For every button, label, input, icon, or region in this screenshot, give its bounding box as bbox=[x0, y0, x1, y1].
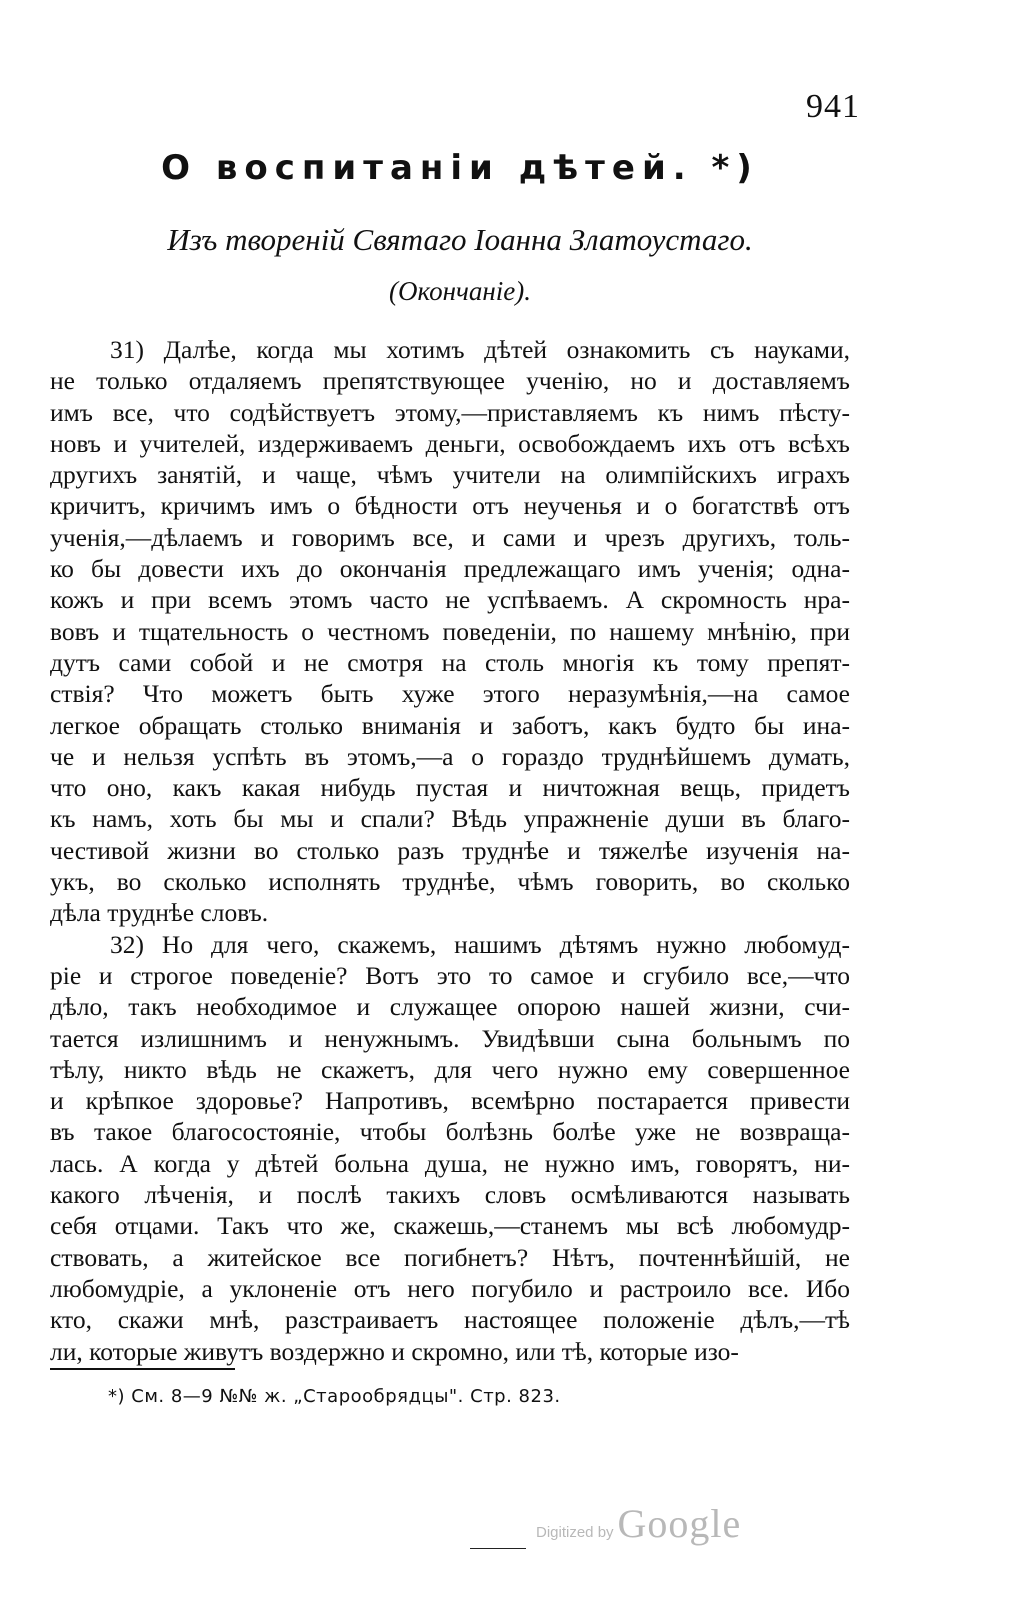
text-line: дѣла труднѣе словъ. bbox=[50, 898, 269, 928]
text-line: ко бы довести ихъ до окончанія предлежащаго имъ ученія; одна- bbox=[50, 554, 850, 584]
page-number: 941 bbox=[806, 88, 860, 125]
digitized-watermark bbox=[536, 1500, 741, 1547]
text-line: ли, которые живутъ воздержно и скромно, или тѣ, которые изо- bbox=[50, 1336, 739, 1366]
article-title: О воспитаніи дѣтей. *) bbox=[161, 148, 759, 188]
text-line: кожъ и при всемъ этомъ часто не успѣваемъ. А скромность нра- bbox=[50, 585, 850, 615]
text-line: кто, скажи мнѣ, разстраиваетъ настоящее положеніе дѣлъ,—тѣ bbox=[50, 1305, 850, 1335]
text-line: тѣлу, никто вѣдь не скажетъ, для чего нужно ему совершенное bbox=[50, 1054, 850, 1084]
text-line: легкое обращать столько вниманія и заботъ, какъ будто бы ина- bbox=[50, 710, 850, 740]
text-line: себя отцами. Такъ что же, скажешь,—станемъ мы всѣ любомудр- bbox=[50, 1211, 850, 1241]
text-line: какого лѣченія, и послѣ такихъ словъ осмѣливаются называть bbox=[50, 1180, 850, 1210]
text-line: ствовать, а житейское все погибнетъ? Нѣтъ, почтеннѣйшій, не bbox=[50, 1242, 850, 1272]
text-line: не только отдаляемъ препятствующее ученію, но и доставляемъ bbox=[50, 366, 850, 396]
text-line: другихъ занятій, и чаще, чѣмъ учители на олимпійскихъ играхъ bbox=[50, 460, 850, 490]
text-line: дутъ сами собой и не смотря на столь многія къ тому препят- bbox=[50, 647, 850, 677]
text-line: имъ все, что содѣйствуетъ этому,—приставляемъ къ нимъ пѣсту- bbox=[50, 397, 850, 427]
text-line: любомудріе, а уклоненіе отъ него погубило и растроило все. Ибо bbox=[50, 1273, 850, 1303]
paragraph-31 bbox=[50, 334, 850, 929]
text-line: дѣло, такъ необходимое и служащее опорою нашей жизни, счи- bbox=[50, 992, 850, 1022]
text-line: новъ и учителей, издерживаемъ деньги, освобождаемъ ихъ отъ всѣхъ bbox=[50, 428, 850, 458]
text-line: и крѣпкое здоровье? Напротивъ, всемѣрно постарается привести bbox=[50, 1086, 850, 1116]
text-line: 32) Но для чего, скажемъ, нашимъ дѣтямъ нужно любомуд- bbox=[110, 929, 850, 959]
text-line: вовъ и тщательность о честномъ поведеніи, по нашему мнѣнію, при bbox=[50, 616, 850, 646]
text-line: кричитъ, кричимъ имъ о бѣдности отъ неученья и о богатствѣ отъ bbox=[50, 491, 850, 521]
text-line: лась. А когда у дѣтей больна душа, не нужно имъ, говорятъ, ни- bbox=[50, 1148, 850, 1178]
text-line: тается излишнимъ и ненужнымъ. Увидѣвши сына больнымъ по bbox=[50, 1023, 850, 1053]
text-line: въ такое благосостояніе, чтобы болѣзнь болѣе уже не возвраща- bbox=[50, 1117, 850, 1147]
continuation-note: (Окончаніе). bbox=[389, 276, 531, 306]
text-line: ріе и строгое поведеніе? Вотъ это то самое и сгубило все,—что bbox=[50, 960, 850, 990]
text-line: че и нельзя успѣть въ этомъ,—а о гораздо труднѣйшемъ думать, bbox=[50, 741, 850, 771]
text-line: что оно, какъ какая нибудь пустая и ничтожная вещь, придетъ bbox=[50, 773, 850, 803]
article-body bbox=[50, 334, 850, 1367]
text-line: ученія,—дѣлаемъ и говоримъ все, и сами и чрезъ другихъ, толь- bbox=[50, 522, 850, 552]
text-line: къ намъ, хоть бы мы и спали? Вѣдь упражненіе души въ благо- bbox=[50, 804, 850, 834]
footnote: *) См. 8—9 №№ ж. „Старообрядцы". Стр. 823. bbox=[108, 1386, 561, 1407]
text-line: 31) Далѣе, когда мы хотимъ дѣтей ознакомить съ науками, bbox=[110, 335, 850, 364]
article-subtitle: Изъ твореній Святаго Іоанна Златоустаго. bbox=[167, 222, 753, 257]
paragraph-32 bbox=[50, 929, 850, 1367]
text-line: честивой жизни во столько разъ труднѣе и тяжелѣе изученія на- bbox=[50, 835, 850, 865]
text-line: ствія? Что можетъ быть хуже этого неразумѣнія,—на самое bbox=[50, 679, 850, 709]
google-logo: Google bbox=[617, 1501, 742, 1546]
text-line: укъ, во сколько исполнять труднѣе, чѣмъ говорить, во сколько bbox=[50, 867, 850, 897]
footnote-rule bbox=[50, 1368, 235, 1370]
bottom-rule bbox=[470, 1548, 526, 1549]
watermark-prefix: Digitized by bbox=[536, 1524, 614, 1541]
